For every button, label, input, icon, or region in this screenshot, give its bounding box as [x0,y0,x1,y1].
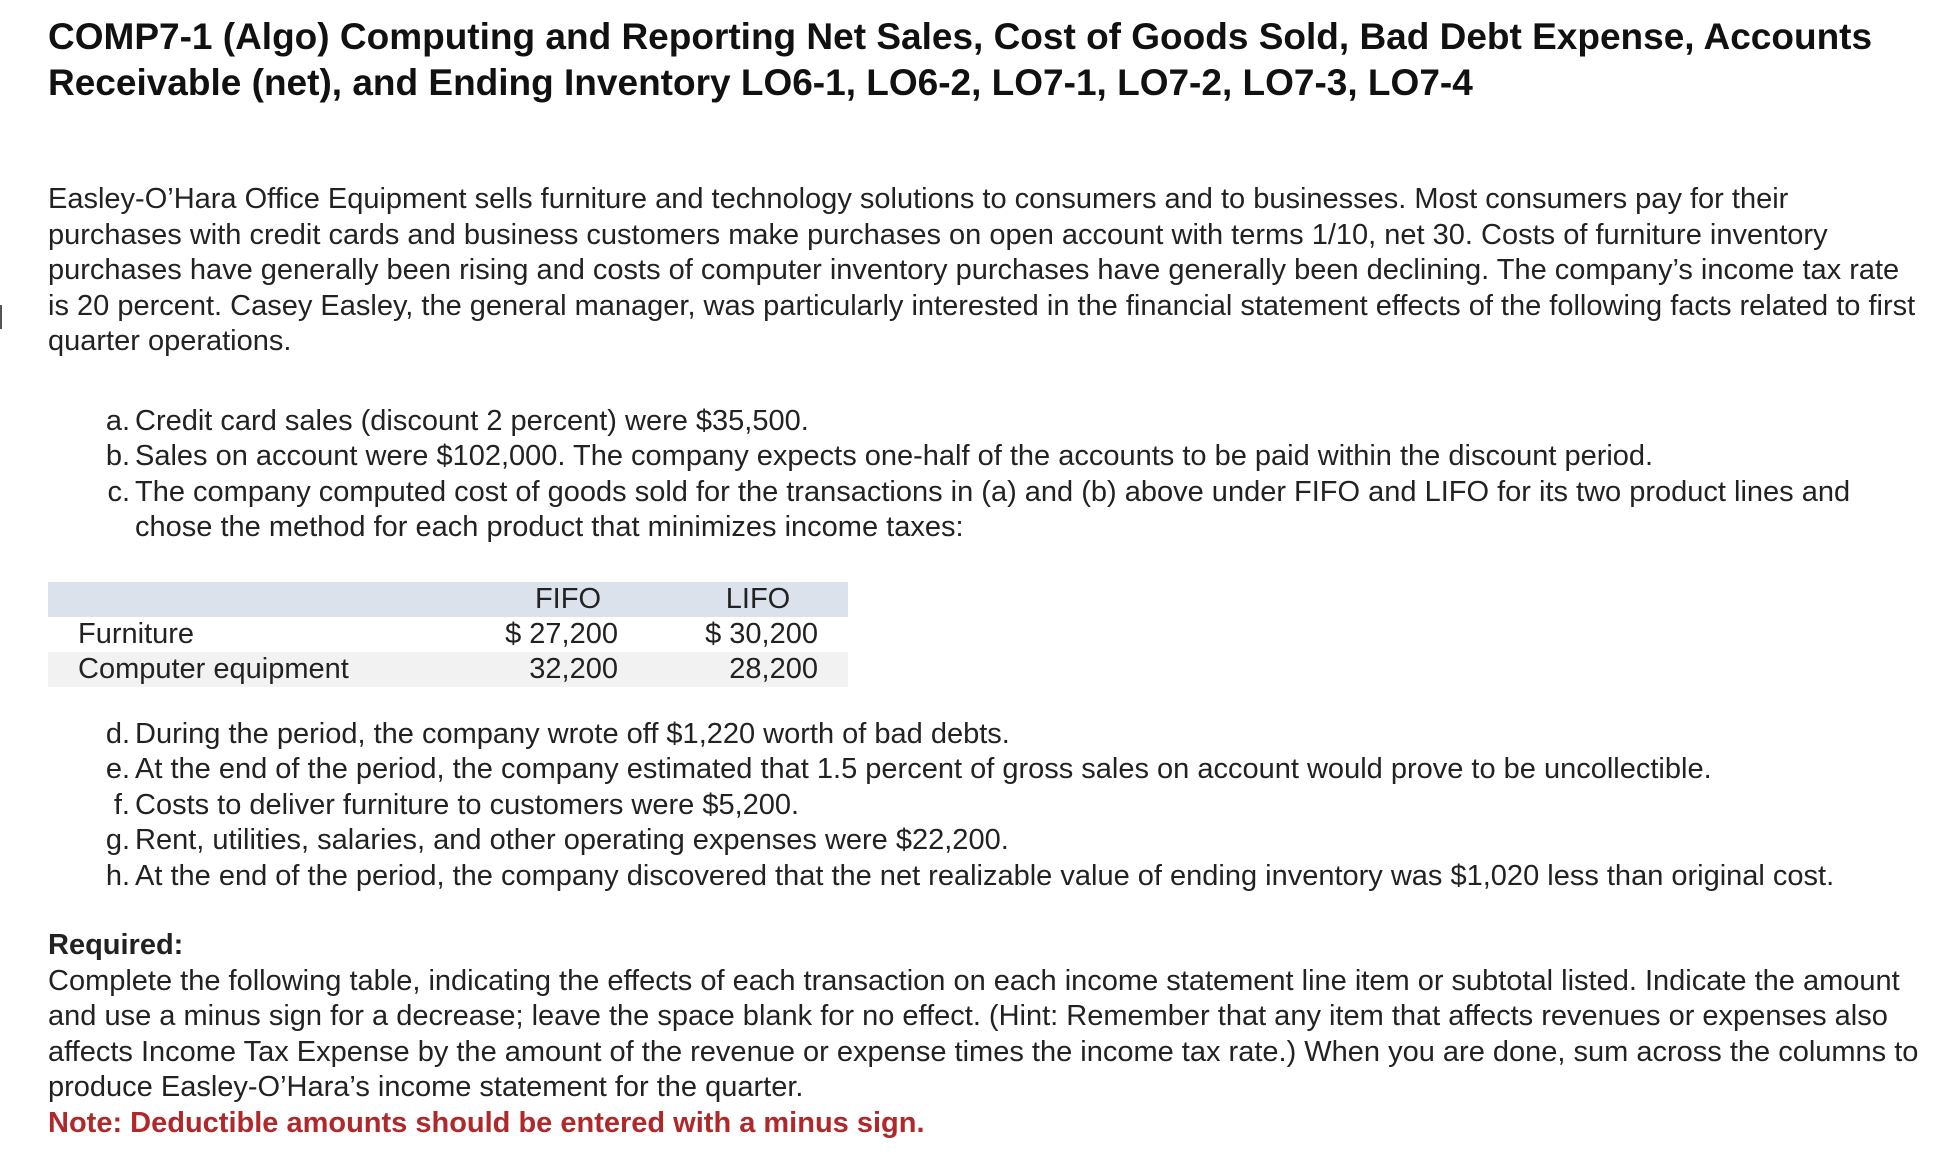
row-label: Furniture [78,617,195,650]
item-label: e. [105,753,130,785]
header-fifo: FIFO [534,582,602,615]
list-item [48,823,1928,859]
list-item [48,439,1928,475]
list-item [48,475,1928,546]
header-blank [48,582,428,617]
page-title: COMP7-1 (Algo) Computing and Reporting Net Sales, Cost of Goods Sold, Bad Debt Expense, Accounts Receivable (net), and Ending Inventory LO6-1, LO6-2, LO7-1, LO7-2, LO7-3, LO7-4 [48,16,1873,103]
item-label: g. [105,824,130,856]
lifo-value: 28,200 [729,652,818,685]
item-text: Rent, utilities, salaries, and other operating expenses were $22,200. [135,824,1009,856]
facts-list-second [48,717,1928,895]
item-text: Costs to deliver furniture to customers were $5,200. [135,788,800,821]
item-label: f. [113,788,130,821]
required-heading: Required: [48,929,184,961]
cost-of-goods-table [48,582,848,687]
item-text: Credit card sales (discount 2 percent) were $35,500. [135,404,809,437]
list-item [48,788,1928,824]
item-label: c. [107,475,130,508]
deductible-note: Note: Deductible amounts should be entered with a minus sign. [48,1106,925,1139]
list-item [48,859,1928,895]
left-edge-marker [0,305,2,329]
list-item [48,404,1928,440]
row-label: Computer equipment [78,652,349,685]
intro-paragraph: Easley-O’Hara Office Equipment sells furniture and technology solutions to consumers and to businesses. Most consumers pay for their purchases with credit cards and business customers make purchases on open account with terms 1/10, net 30. Costs of furniture inventory purchases have generally been rising and costs of computer inventory purchases have generally been declining. The company’s income tax rate is 20 percent. Casey Easley, the general manager, was particularly interested in the financial statement effects of the following facts related to first quarter operations. [48,183,1916,357]
header-lifo: LIFO [725,582,791,615]
fifo-value: $ 27,200 [505,617,618,650]
table-header-row [48,582,848,617]
item-text: At the end of the period, the company estimated that 1.5 percent of gross sales on account would prove to be uncollectible. [135,753,1712,785]
lifo-value: $ 30,200 [705,617,818,650]
item-text: Sales on account were $102,000. The company expects one-half of the accounts to be paid within the discount period. [135,440,1654,472]
item-label: a. [105,404,130,437]
required-text: Complete the following table, indicating the effects of each transaction on each income statement line item or subtotal listed. Indicate the amount and use a minus sign for a decrease; leave the space blank for no effect. (Hint: Remember that any item that affects revenues or expenses also affects Income Tax Expense by the amount of the revenue or expense times the income tax rate.) When you are done, sum across the columns to produce Easley-O’Hara’s income statement for the quarter. [48,964,1919,1103]
problem-page [48,14,1928,1141]
facts-list-first [48,404,1928,546]
required-section [48,928,1928,1106]
list-item [48,752,1928,788]
item-text: The company computed cost of goods sold for the transactions in (a) and (b) above under FIFO and LIFO for its two product lines and chose the method for each product that minimizes income taxes: [135,475,1851,543]
item-text: During the period, the company wrote off $1,220 worth of bad debts. [135,717,1010,750]
list-item [48,717,1928,753]
item-text: At the end of the period, the company discovered that the net realizable value of ending inventory was $1,020 less than original cost. [135,859,1835,892]
fifo-value: 32,200 [529,652,618,685]
table-row [48,652,848,687]
table-row [48,617,848,652]
item-label: b. [105,440,130,472]
item-label: h. [105,859,130,892]
item-label: d. [105,717,130,750]
